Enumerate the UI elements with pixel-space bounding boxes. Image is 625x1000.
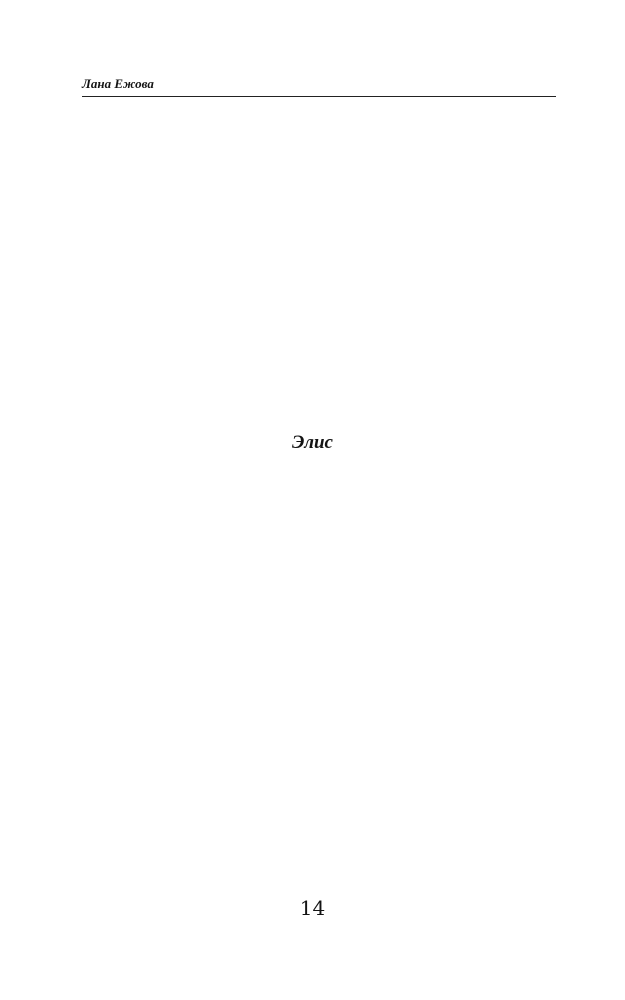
header-rule	[82, 96, 556, 97]
running-head-author: Лана Ежова	[82, 76, 154, 91]
section-heading: Элис	[292, 432, 333, 453]
page-header	[82, 76, 556, 92]
page-number: 14	[299, 896, 326, 920]
